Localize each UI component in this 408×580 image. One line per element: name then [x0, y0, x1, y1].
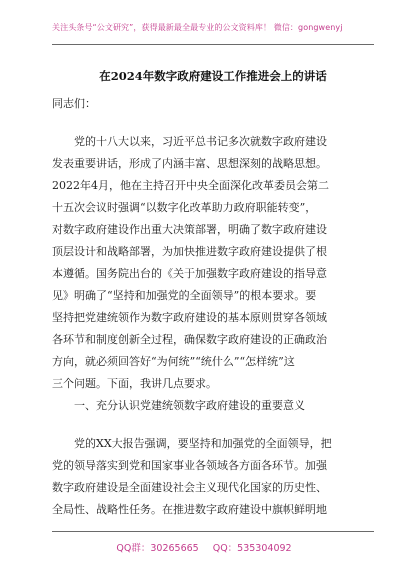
paragraph-2 [52, 433, 374, 521]
footer-divider [52, 531, 374, 532]
section-1-heading-block [52, 395, 374, 417]
document-title: 在2024年数字政府建设工作推进会上的讲话 [99, 69, 327, 83]
paragraph-line: 党的十八大以来，习近平总书记多次就数字政府建设 [74, 135, 327, 148]
footer-qq: QQ：535304092 [212, 543, 292, 554]
salutation-line: 同志们： [52, 97, 96, 110]
paragraph-line: 2022年4月，他在主持召开中央全面深化改革委员会第二 [52, 179, 329, 192]
section-heading: 一、充分认识党建统领数字政府建设的重要意义 [74, 399, 305, 412]
paragraph-line: 对数字政府建设作出重大决策部署，明确了数字政府建设 [52, 223, 327, 236]
paragraph-line: 坚持把党建统领作为数字政府建设的基本原则贯穿各领域 [52, 311, 327, 324]
paragraph-line: 方向，就必须回答好“为何统”“统什么”“怎样统”这 [52, 355, 295, 368]
salutation [52, 93, 374, 115]
paragraph-line: 发表重要讲话，形成了内涵丰富、思想深刻的战略思想。 [52, 157, 327, 170]
paragraph-line: 见》明确了“坚持和加强党的全面领导”的根本要求。要 [52, 289, 317, 302]
paragraph-line: 党的XX大报告强调，要坚持和加强党的全面领导，把 [74, 437, 332, 450]
paragraph-line: 各环节和制度创新全过程，确保数字政府建设的正确政治 [52, 333, 327, 346]
footer-qq-group: QQ群：30265665 [116, 543, 199, 554]
paragraph-line: 顶层设计和战略部署，为加快推进数字政府建设提供了根 [52, 245, 327, 258]
footer-contact [0, 540, 408, 554]
paragraph-line: 十五次会议时强调“以数字化改革助力政府职能转变”， [52, 201, 317, 214]
header-promo-text: 关注头条号“公文研究”，获得最新最全最专业的公文资料库！ 微信：gongwenyj [52, 23, 343, 32]
paragraph-line: 三个问题。下面，我讲几点要求。 [52, 377, 217, 390]
paragraph-line: 本遵循。国务院出台的《关于加强数字政府建设的指导意 [52, 267, 327, 280]
paragraph-1 [52, 131, 374, 395]
paragraph-line: 数字政府建设是全面建设社会主义现代化国家的历史性、 [52, 481, 327, 494]
paragraph-line: 党的领导落实到党和国家事业各领域各方面各环节。加强 [52, 459, 327, 472]
paragraph-line: 全局性、战略性任务。在推进数字政府建设中旗帜鲜明地 [52, 503, 327, 516]
header-divider [52, 44, 374, 45]
